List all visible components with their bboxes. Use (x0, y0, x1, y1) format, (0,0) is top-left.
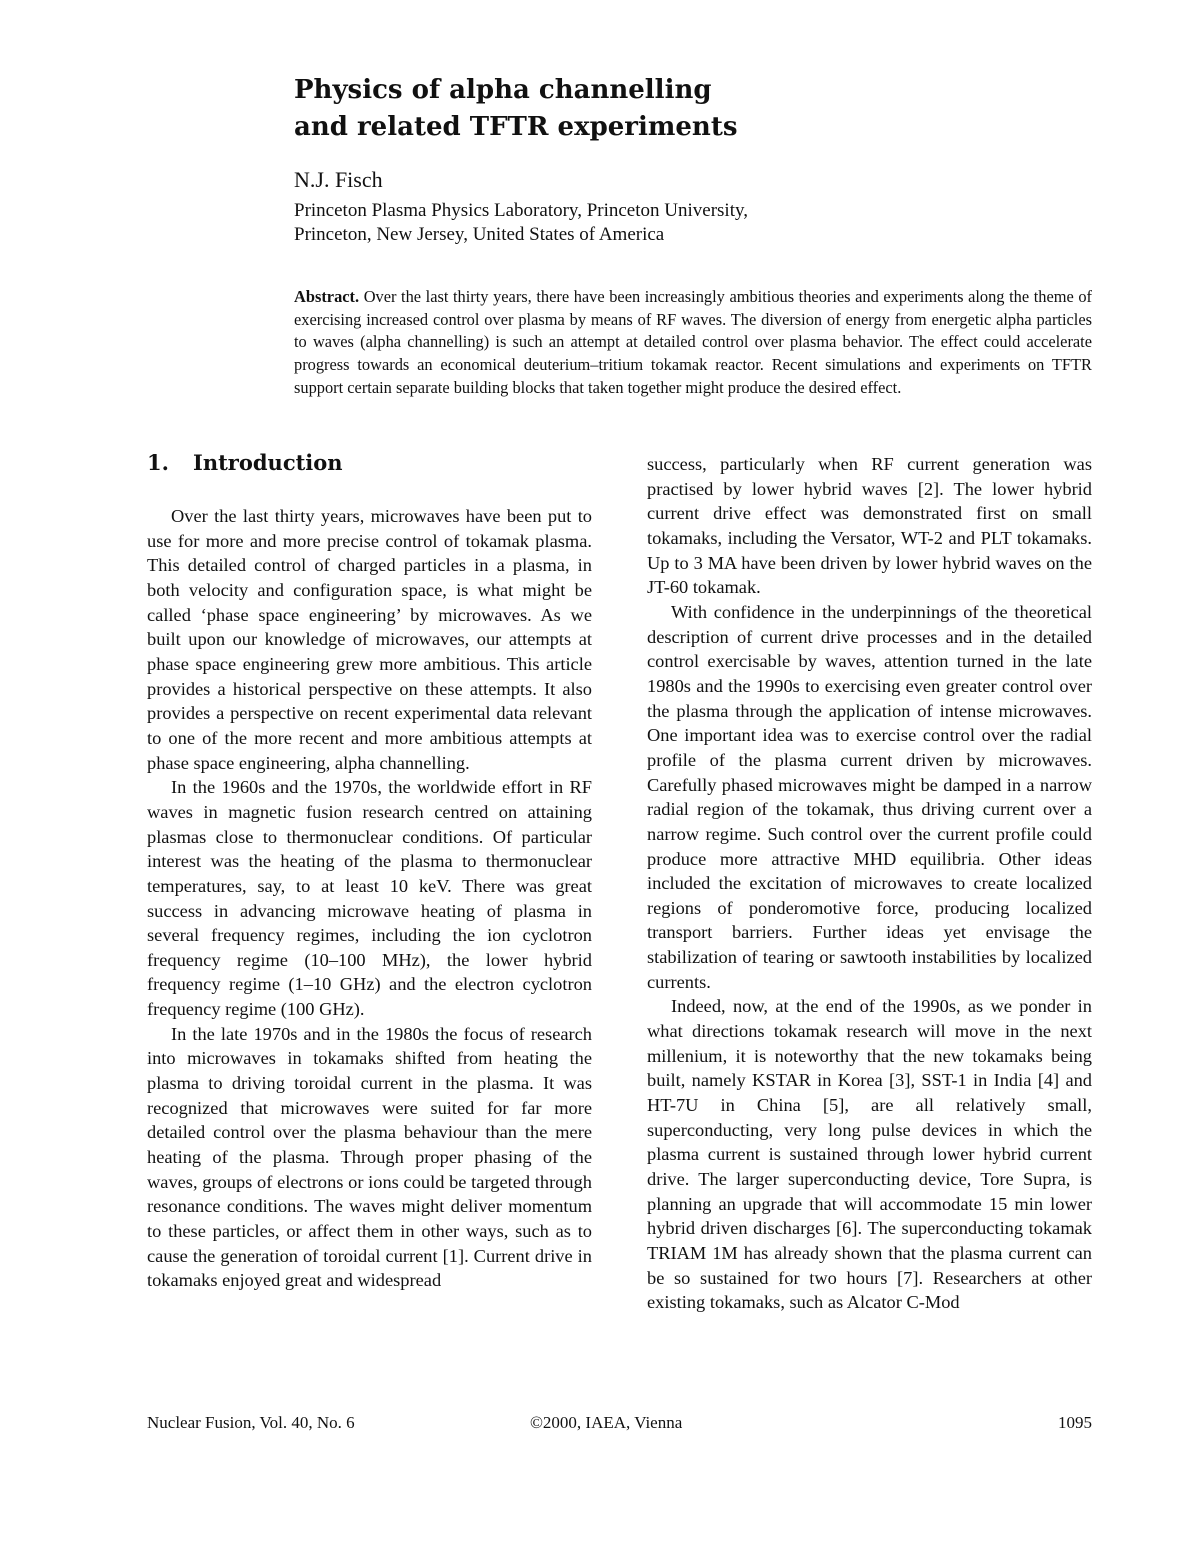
paragraph: With confidence in the underpinnings of the theoretical description of current drive processes and in the detailed control exercisable by waves, attention turned in the late 1980s and the 1990s to exercising even greater control over the plasma through the application of intense microwaves. One important idea was to exercise control over the radial profile of the plasma current driven by microwaves. Carefully phased microwaves might be damped in a narrow radial region of the tokamak, thus driving current over a narrow regime. Such control over the current profile could produce more attractive MHD equilibria. Other ideas included the excitation of microwaves to create localized regions of ponderomotive force, producing localized transport barriers. Further ideas yet envisage the stabilization of tearing or sawtooth instabilities by localized currents. (647, 601, 1092, 992)
author-name: N.J. Fisch (294, 167, 383, 192)
right-column (647, 452, 1092, 1315)
title-line-2: and related TFTR experiments (294, 112, 738, 142)
footer-journal: Nuclear Fusion, Vol. 40, No. 6 (147, 1413, 355, 1432)
paragraph: success, particularly when RF current generation was practised by lower hybrid waves [2]. The lower hybrid current drive effect was demonstrated first on small tokamaks, including the Versator, WT-2 and PLT tokamaks. Up to 3 MA have been driven by lower hybrid waves on the JT-60 tokamak. (647, 454, 1092, 598)
abstract (294, 286, 1092, 400)
section-number: 1. (147, 450, 169, 475)
affiliation-line-1: Princeton Plasma Physics Laboratory, Princeton University, (294, 200, 748, 221)
paragraph: Indeed, now, at the end of the 1990s, as we ponder in what directions tokamak research will move in the next millenium, it is noteworthy that the new tokamaks being built, namely KSTAR in Korea [3], SST-1 in India [4] and HT-7U in China [5], are all relatively small, superconducting, very long pulse devices in which the plasma current is sustained through lower hybrid current drive. The larger superconducting device, Tore Supra, is planning an upgrade that will accommodate 15 min lower hybrid driven discharges [6]. The superconducting tokamak TRIAM 1M has already shown that the plasma current can be so sustained for two hours [7]. Researchers at other existing tokamaks, such as Alcator C-Mod (647, 996, 1092, 1313)
paragraph: Over the last thirty years, microwaves have been put to use for more and more precise control of tokamak plasma. This detailed control of charged particles in a plasma, in both velocity and configuration space, is what might be called ‘phase space engineering’ by microwaves. As we built upon our knowledge of microwaves, our attempts at phase space engineering grew more ambitious. This article provides a historical perspective on these attempts. It also provides a perspective on recent experimental data relevant to one of the more recent and more ambitious attempts at phase space engineering, alpha channelling. (147, 506, 592, 773)
affiliation (294, 199, 994, 247)
left-column (147, 504, 592, 1293)
abstract-label: Abstract. (294, 287, 360, 306)
affiliation-line-2: Princeton, New Jersey, United States of America (294, 224, 665, 245)
abstract-text: Over the last thirty years, there have been increasingly ambitious theories and experiments along the theme of exercising increased control over plasma by means of RF waves. The diversion of energy from energetic alpha particles to waves (alpha channelling) is such an attempt at detailed control over plasma behavior. The effect could accelerate progress towards an economical deuterium–tritium tokamak reactor. Recent simulations and experiments on TFTR support certain separate building blocks that taken together might produce the desired effect. (294, 287, 1092, 397)
footer-copyright: ©2000, IAEA, Vienna (530, 1413, 683, 1432)
paragraph: In the late 1970s and in the 1980s the focus of research into microwaves in tokamaks shifted from heating the plasma to driving toroidal current in the plasma. It was recognized that microwaves were suited for far more detailed control over the plasma behaviour than the mere heating of the plasma. Through proper phasing of the waves, groups of electrons or ions could be targeted through resonance conditions. The waves might deliver momentum to these particles, or affect them in other ways, such as to cause the generation of toroidal current [1]. Current drive in tokamaks enjoyed great and widespread (147, 1023, 592, 1291)
footer-page-number: 1095 (1058, 1413, 1092, 1432)
page-footer (147, 1410, 1092, 1436)
paragraph: In the 1960s and the 1970s, the worldwide effort in RF waves in magnetic fusion research centred on attaining plasmas close to thermonuclear conditions. Of particular interest was the heating of the plasma to thermonuclear temperatures, say, to at least 10 keV. There was great success in advancing microwave heating of plasma in several frequency regimes, including the ion cyclotron frequency regime (10–100 MHz), the lower hybrid frequency regime (1–10 GHz) and the electron cyclotron frequency regime (100 GHz). (147, 777, 592, 1020)
paper-title (294, 72, 994, 146)
section-heading (147, 448, 343, 478)
title-line-1: Physics of alpha channelling (294, 75, 712, 105)
section-title: Introduction (193, 450, 343, 475)
